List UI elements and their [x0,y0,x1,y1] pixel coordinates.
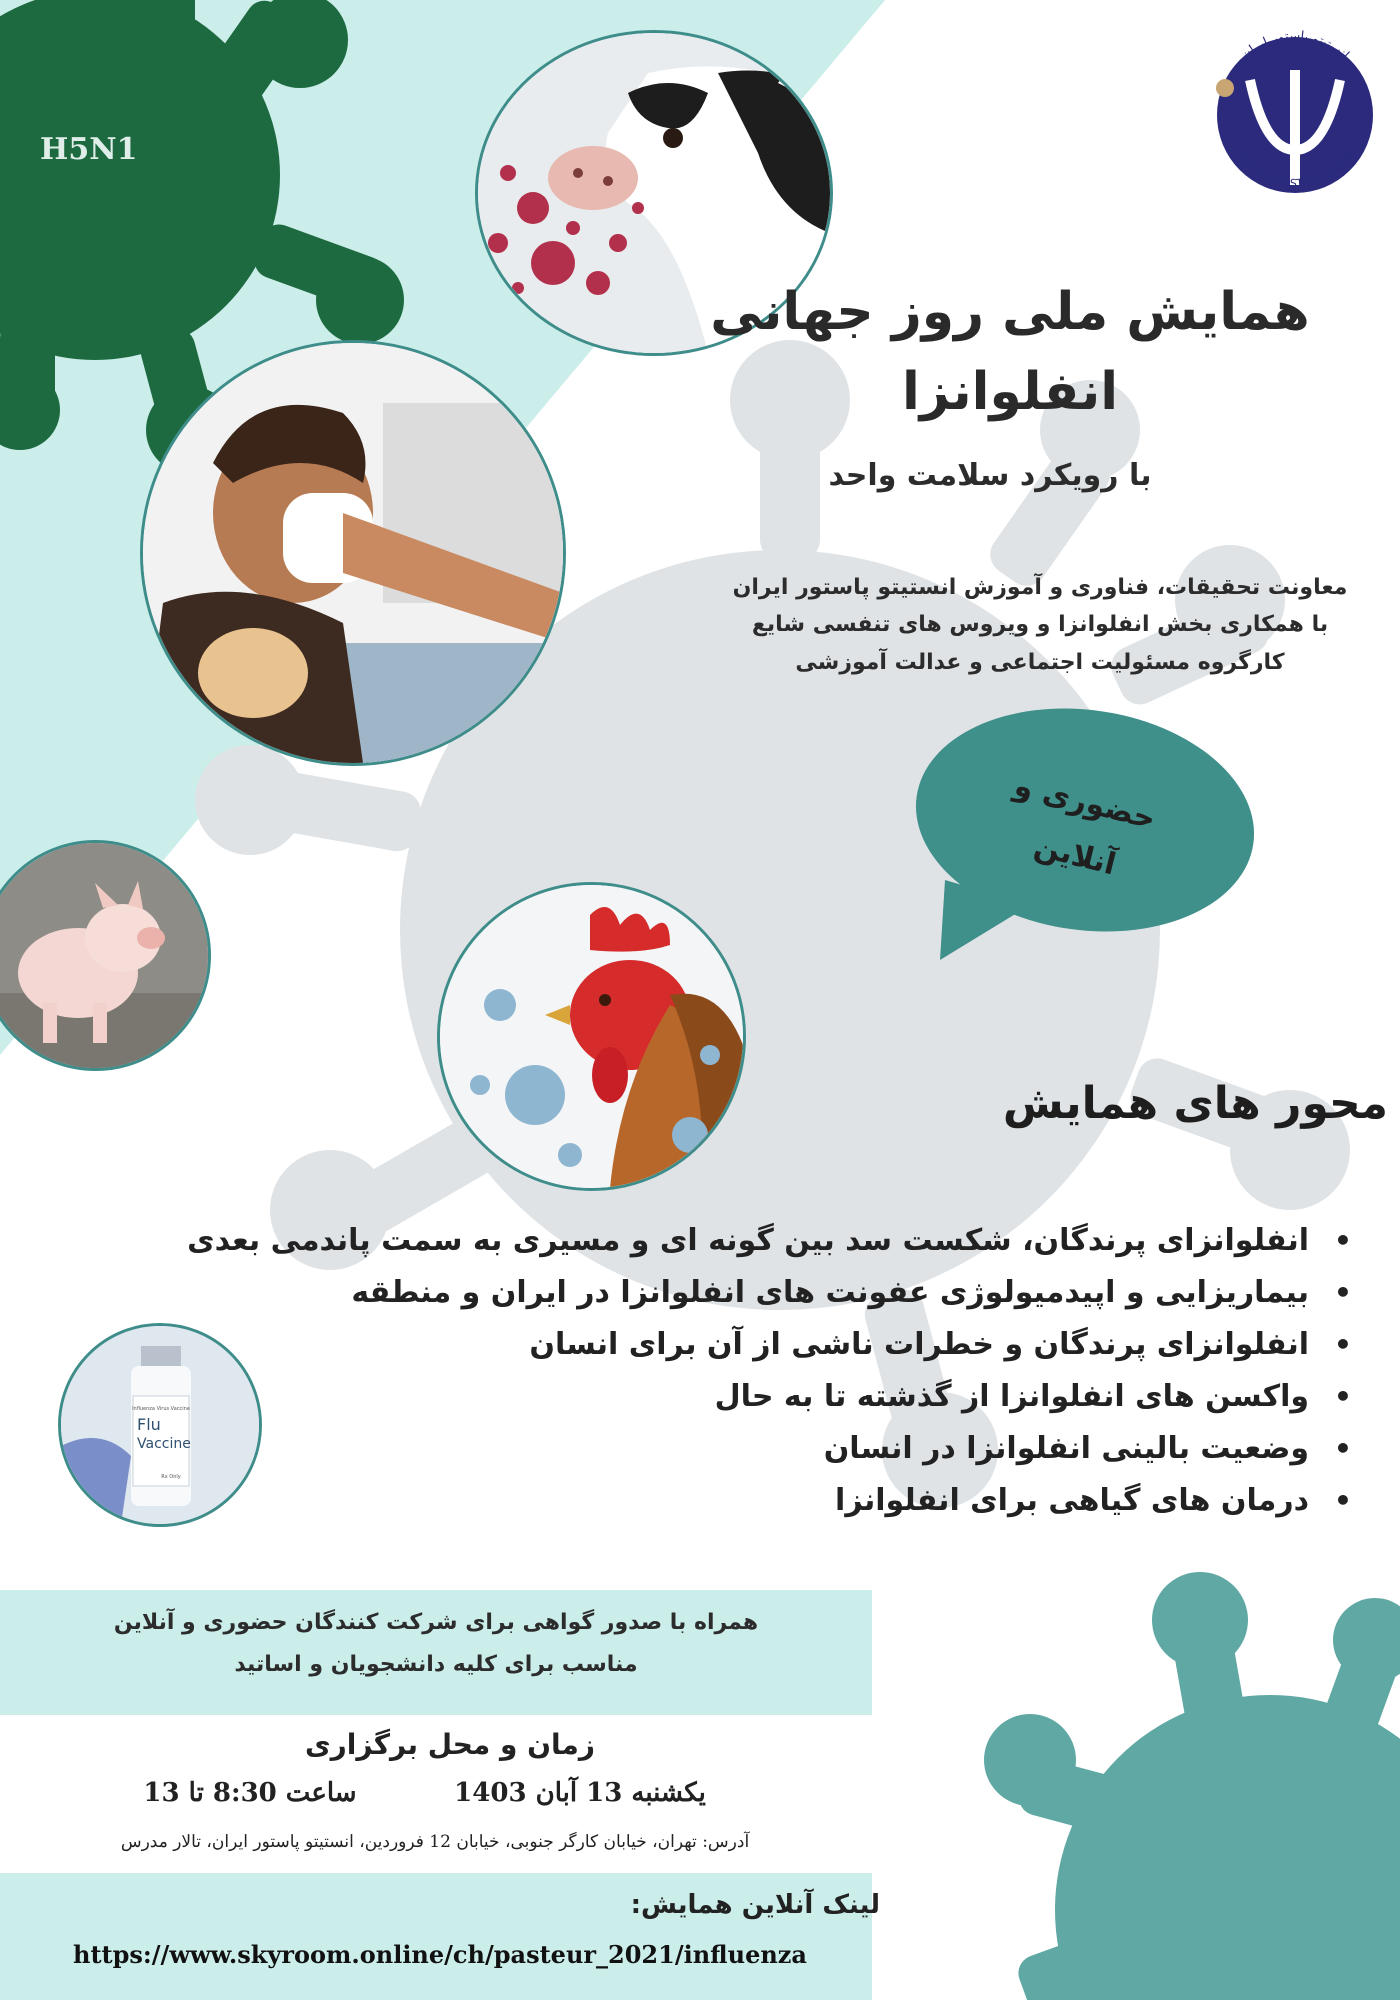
schedule-heading: زمان و محل برگزاری [304,1728,596,1761]
vial-top-label: Influenza Virus Vaccine [132,1406,190,1412]
rooster-photo [437,882,746,1191]
topic-item: •انفلوانزای پرندگان و خطرات ناشی از آن برای انسان [155,1319,1355,1371]
logo-name-fr: INSTITUT PASTEUR D'IRAN [1231,147,1359,191]
bubble-line-2: آنلاین [1030,828,1120,883]
topic-item: •انفلوانزای پرندگان، شکست سد بین گونه ای و مسیری به سمت پاندمی بعدی [155,1215,1355,1267]
bubble-line-1: حضوری و [1010,768,1160,837]
logo-name-fa: انستیتو پاستور ایران [1238,28,1352,64]
organizer-line-2: با همکاری بخش انفلوانزا و ویروس های تنفسی شایع [751,612,1329,637]
pasteur-logo [1195,10,1395,210]
bullet-icon: • [1334,1328,1352,1361]
bullet-icon: • [1334,1432,1352,1465]
bullet-icon: • [1334,1276,1352,1309]
organizer-line-1: معاونت تحقیقات، فناوری و آموزش انستیتو پاستور ایران [732,575,1348,600]
schedule-date: یکشنبه 13 آبان 1403 [454,1778,706,1808]
axes-title: محور های همایش [1002,1078,1388,1129]
title-line-1: همایش ملی روز جهانی [710,282,1310,342]
bullet-icon: • [1334,1380,1352,1413]
h5n1-badge: H5N1 [40,132,138,167]
organizer-line-3: کارگروه مسئولیت اجتماعی و عدالت آموزشی [795,650,1285,675]
bullet-icon: • [1334,1484,1352,1517]
certificate-line-1: همراه با صدور گواهی برای شرکت کنندگان حضوری و آنلاین [113,1610,759,1635]
topic-item: •بیماریزایی و اپیدمیولوژی عفونت های انفلوانزا در ایران و منطقه [155,1267,1355,1319]
vial-flu: Flu [137,1415,161,1434]
online-link[interactable]: https://www.skyroom.online/ch/pasteur_2021/influenza [73,1940,807,1969]
certificate-line-2: مناسب برای کلیه دانشجویان و اساتید [234,1652,638,1677]
topic-item: •وضعیت بالینی انفلوانزا در انسان [155,1423,1355,1475]
schedule-address: آدرس: تهران، خیابان کارگر جنوبی، خیابان 12 فروردین، انستیتو پاستور ایران، تالار مدرس [120,1832,750,1852]
title-line-2: انفلوانزا [901,362,1119,422]
topic-item: •واکسن های انفلوانزا از گذشته تا به حال [155,1371,1355,1423]
vial-vaccine: Vaccine [137,1436,191,1452]
bullet-icon: • [1334,1224,1352,1257]
vial-rx: Rx Only [161,1474,181,1480]
subtitle: با رویکرد سلامت واحد [828,458,1152,493]
schedule-time: ساعت 8:30 تا 13 [143,1778,357,1808]
online-label: لینک آنلاین همایش: [630,1890,880,1920]
teal-virus [984,1572,1400,2000]
child-photo [140,340,566,766]
topic-item: •درمان های گیاهی برای انفلوانزا [155,1475,1355,1527]
topics-list [155,1215,1355,1527]
